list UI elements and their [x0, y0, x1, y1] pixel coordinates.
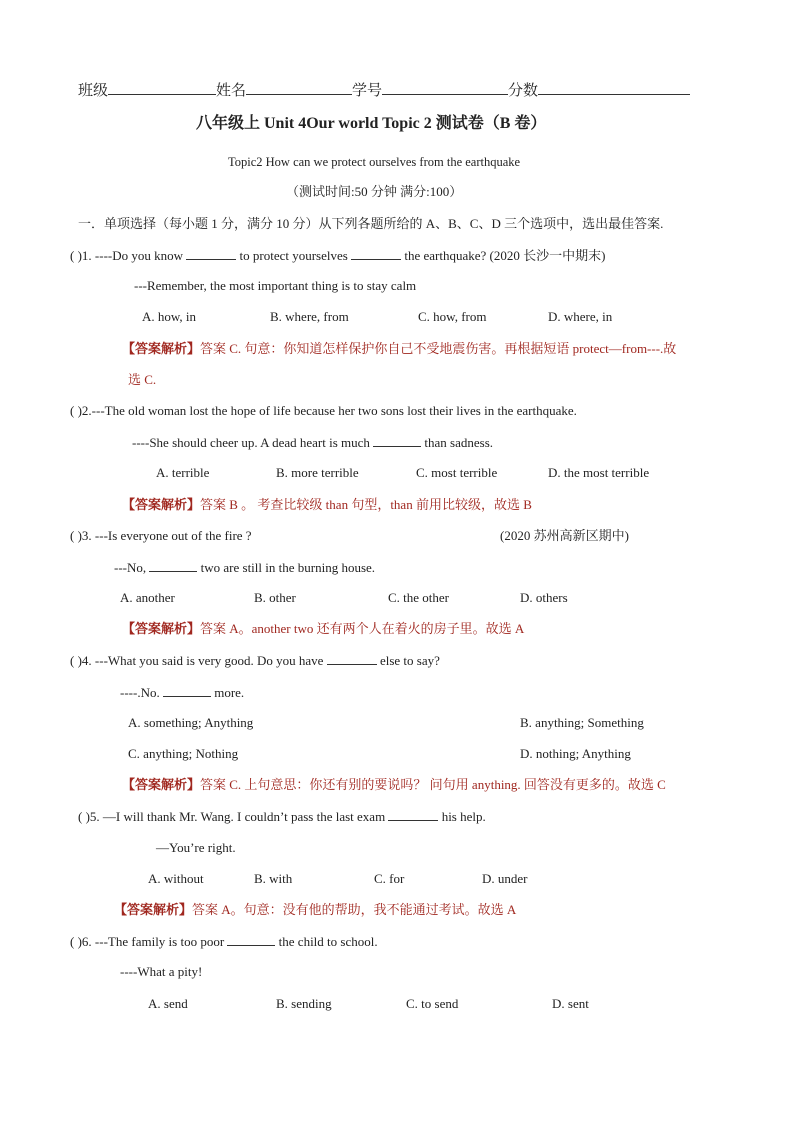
score-label: 分数: [508, 83, 539, 99]
blank[interactable]: [186, 247, 236, 260]
student-info-line: [78, 80, 690, 99]
answer-paren[interactable]: ( ): [78, 809, 90, 824]
question-3: ( )3. ---Is everyone out of the fire ?: [70, 528, 252, 543]
question-5-reply: —You’re right.: [156, 840, 236, 855]
q4-answer-explanation: 【答案解析】答案 C. 上句意思：你还有别的要说吗？ 问句用 anything. 回答没有更多的。故选 C: [122, 777, 666, 792]
q1-option-a[interactable]: A. how, in: [142, 309, 197, 324]
q1-answer-explanation: 【答案解析】答案 C. 句意：你知道怎样保护你自己不受地震伤害。再根据短语 protect—from---.故: [122, 341, 677, 356]
score-field[interactable]: [538, 80, 690, 95]
q1-option-d[interactable]: D. where, in: [548, 309, 613, 324]
question-4: ( )4. ---What you said is very good. Do you have else to say?: [70, 653, 440, 668]
blank[interactable]: [327, 652, 377, 665]
class-label: 班级: [78, 83, 109, 99]
q2-option-a[interactable]: A. terrible: [156, 465, 210, 480]
q1-answer-continued: 选 C.: [128, 372, 157, 387]
q3-option-a[interactable]: A. another: [120, 590, 175, 605]
blank[interactable]: [351, 247, 401, 260]
q5-answer-explanation: 【答案解析】答案 A。句意：没有他的帮助，我不能通过考试。故选 A: [114, 902, 517, 917]
q1-option-c[interactable]: C. how, from: [418, 309, 487, 324]
answer-paren[interactable]: ( ): [70, 528, 82, 543]
section-heading: 一．单项选择（每小题 1 分，满分 10 分）从下列各题所给的 A、B、C、D 三个选项中，选出最佳答案.: [78, 216, 664, 231]
blank[interactable]: [149, 559, 197, 572]
q3-option-b[interactable]: B. other: [254, 590, 296, 605]
name-label: 姓名: [216, 83, 247, 99]
page-subtitle: Topic2 How can we protect ourselves from the earthquake: [228, 155, 521, 169]
name-field[interactable]: [246, 80, 352, 95]
question-6: ( )6. ---The family is too poor the child to school.: [70, 934, 378, 949]
blank[interactable]: [163, 684, 211, 697]
question-1-reply: ---Remember, the most important thing is to stay calm: [134, 278, 417, 293]
answer-paren[interactable]: ( ): [70, 248, 82, 263]
q2-option-c[interactable]: C. most terrible: [416, 465, 498, 480]
question-5: ( )5. —I will thank Mr. Wang. I couldn’t pass the last exam his help.: [78, 809, 486, 824]
q5-option-b[interactable]: B. with: [254, 871, 293, 886]
blank[interactable]: [388, 808, 438, 821]
question-1: ( )1. ----Do you know to protect yourselves the earthquake? (2020 长沙一中期末): [70, 248, 606, 263]
q2-option-b[interactable]: B. more terrible: [276, 465, 359, 480]
class-field[interactable]: [108, 80, 216, 95]
id-field[interactable]: [382, 80, 508, 95]
question-4-reply: ----.No. more.: [120, 685, 245, 700]
exam-info: （测试时间:50 分钟 满分:100）: [286, 184, 463, 199]
blank[interactable]: [373, 434, 421, 447]
question-3-source: (2020 苏州高新区期中): [500, 528, 629, 543]
q6-option-a[interactable]: A. send: [148, 996, 188, 1011]
q5-option-d[interactable]: D. under: [482, 871, 528, 886]
q3-option-d[interactable]: D. others: [520, 590, 568, 605]
question-2: ( )2.---The old woman lost the hope of life because her two sons lost their lives in the earthquake.: [70, 403, 577, 418]
q2-answer-explanation: 【答案解析】答案 B 。 考查比较级 than 句型，than 前用比较级，故选 B: [122, 497, 532, 512]
question-3-reply: ---No, two are still in the burning house.: [114, 560, 376, 575]
question-2-reply: ----She should cheer up. A dead heart is much than sadness.: [132, 435, 494, 450]
blank[interactable]: [227, 933, 275, 946]
answer-paren[interactable]: ( ): [70, 653, 82, 668]
q6-option-d[interactable]: D. sent: [552, 996, 589, 1011]
q4-option-d[interactable]: D. nothing; Anything: [520, 746, 631, 761]
q4-option-c[interactable]: C. anything; Nothing: [128, 746, 239, 761]
q3-option-c[interactable]: C. the other: [388, 590, 450, 605]
q5-option-a[interactable]: A. without: [148, 871, 204, 886]
id-label: 学号: [352, 83, 383, 99]
q4-option-a[interactable]: A. something; Anything: [128, 715, 254, 730]
q4-option-b[interactable]: B. anything; Something: [520, 715, 644, 730]
q6-option-c[interactable]: C. to send: [406, 996, 459, 1011]
q5-option-c[interactable]: C. for: [374, 871, 405, 886]
q1-option-b[interactable]: B. where, from: [270, 309, 349, 324]
answer-paren[interactable]: ( ): [70, 934, 82, 949]
question-6-reply: ----What a pity!: [120, 964, 203, 979]
q6-option-b[interactable]: B. sending: [276, 996, 332, 1011]
q3-answer-explanation: 【答案解析】答案 A。another two 还有两个人在着火的房子里。故选 A: [122, 621, 525, 636]
answer-paren[interactable]: ( ): [70, 403, 82, 418]
q2-option-d[interactable]: D. the most terrible: [548, 465, 650, 480]
page-title: 八年级上 Unit 4Our world Topic 2 测试卷（B 卷）: [196, 115, 547, 132]
